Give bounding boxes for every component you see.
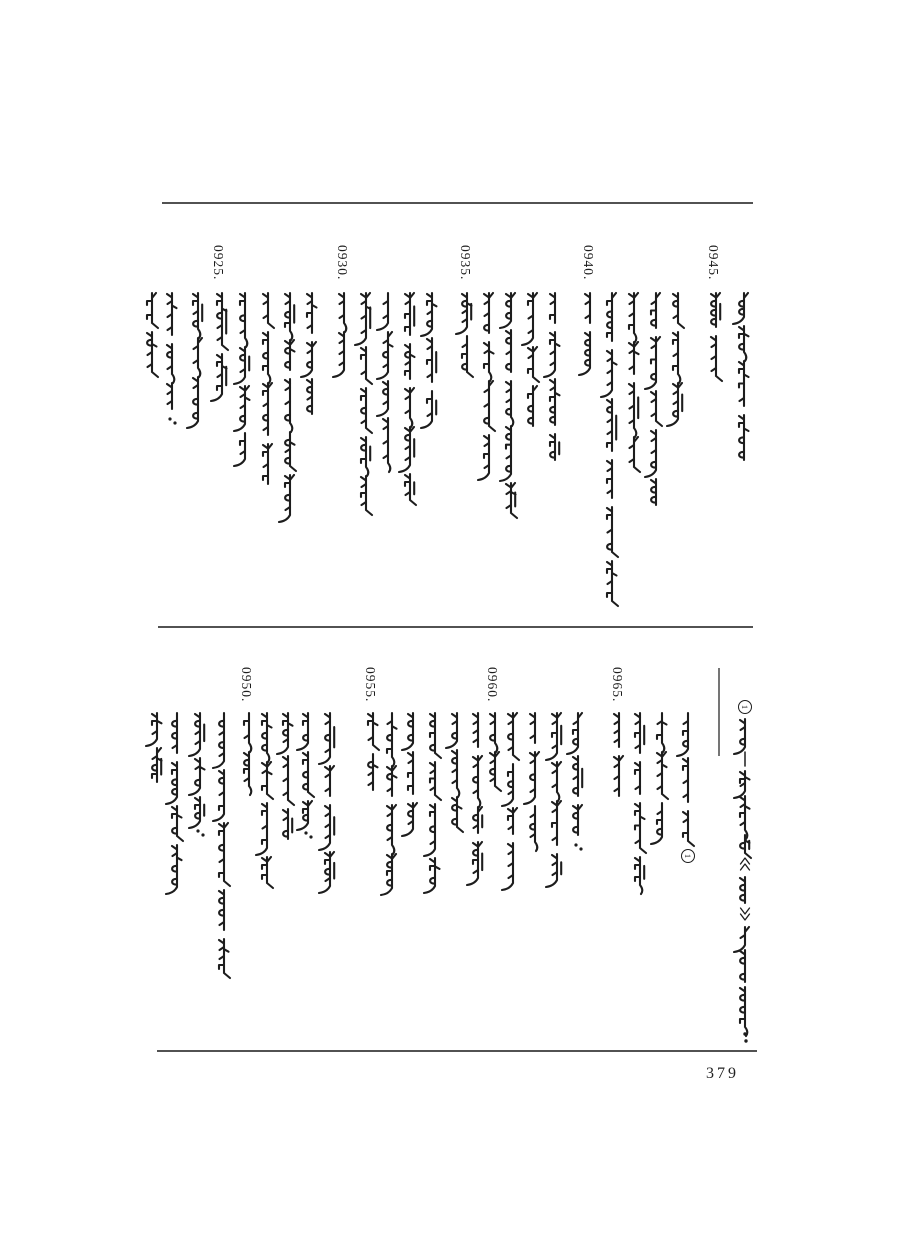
mongol-word-glyph: [630, 437, 641, 472]
mongol-word-glyph: [263, 383, 272, 435]
mongol-word-glyph: [629, 342, 639, 374]
mongol-word-glyph: [430, 762, 441, 800]
mongol-word-glyph: [361, 388, 372, 433]
footnote-ref-marker: 1: [681, 849, 695, 863]
mongol-word-glyph: [544, 332, 560, 377]
mongol-word-glyph: [240, 293, 247, 347]
mongol-word-glyph: [607, 561, 618, 606]
mongol-word-glyph: [405, 474, 416, 505]
mongol-word-glyph: [629, 383, 638, 437]
mongol-word-glyph: [303, 752, 314, 797]
mongol-word-glyph: [683, 758, 688, 802]
mongol-word-glyph: [234, 433, 245, 466]
mongol-word-glyph: [651, 293, 660, 328]
mongol-word-glyph: [607, 399, 616, 451]
quote-open-punct: [741, 864, 750, 870]
punct-dot: [743, 1032, 746, 1035]
mongol-word-glyph: [279, 475, 294, 522]
mongol-word-glyph: [490, 752, 501, 791]
mongol-word-glyph: [381, 854, 396, 895]
quote-close-punct: [741, 914, 750, 920]
mongol-word-glyph: [189, 797, 204, 828]
mongol-word-glyph: [285, 432, 296, 471]
mongol-word-glyph: [213, 770, 224, 821]
mongol-word-glyph: [283, 809, 292, 839]
mongol-word-glyph: [500, 293, 515, 328]
mongol-word-glyph: [262, 762, 273, 799]
entry-number: 0955.: [363, 667, 378, 703]
punct-dot: [309, 835, 312, 838]
mongol-word-glyph: [319, 852, 334, 893]
punct-dot: [304, 831, 307, 834]
quote-open-punct: [741, 858, 750, 864]
mongol-word-glyph: [484, 342, 494, 381]
mongol-word-glyph: [333, 332, 344, 377]
mongol-word-glyph: [740, 950, 745, 982]
entry-number: 0965.: [610, 667, 625, 703]
mongol-word-glyph: [657, 752, 668, 799]
mongol-word-glyph: [585, 293, 590, 323]
mongol-word-glyph: [657, 713, 667, 752]
footnote-ref-marker: 1: [738, 700, 752, 714]
mongol-word-glyph: [446, 713, 457, 748]
mongol-word-glyph: [550, 379, 560, 425]
punct-dot: [196, 829, 199, 832]
mongol-word-glyph: [733, 293, 748, 324]
entry-number: 0960.: [485, 667, 500, 703]
mongol-word-glyph: [405, 293, 414, 335]
mongol-word-glyph: [528, 347, 539, 382]
mongol-word-glyph: [263, 332, 270, 383]
mongol-word-glyph: [387, 766, 397, 796]
mongol-word-glyph: [172, 713, 177, 753]
mongol-word-glyph: [277, 713, 293, 754]
mongol-word-glyph: [552, 762, 561, 801]
mongol-word-glyph: [473, 756, 482, 807]
punct-dot: [579, 847, 582, 850]
mongol-word-glyph: [368, 754, 377, 790]
mongol-word-glyph: [147, 332, 158, 377]
mongol-word-glyph: [234, 347, 249, 384]
mongol-word-glyph: [307, 293, 317, 333]
punct-dot: [168, 417, 171, 420]
mongol-word-glyph: [607, 507, 618, 557]
mongol-word-glyph: [502, 843, 513, 890]
mongol-word-glyph: [506, 330, 511, 372]
mongol-word-glyph: [607, 293, 616, 341]
mongol-word-glyph: [478, 435, 489, 480]
mongol-word-glyph: [166, 762, 177, 804]
mongol-word-glyph: [452, 797, 463, 832]
mongol-word-glyph: [146, 713, 162, 746]
mongol-word-glyph: [319, 713, 334, 764]
mongol-word-glyph: [645, 337, 660, 389]
mongol-word-glyph: [361, 476, 372, 515]
entry-number: 0930.: [335, 245, 350, 281]
mongol-word-glyph: [711, 336, 722, 381]
mongol-word-glyph: [552, 801, 561, 845]
mongol-word-glyph: [172, 806, 183, 841]
mongol-word-glyph: [285, 340, 295, 370]
mongol-word-glyph: [424, 858, 440, 893]
mongol-word-glyph: [490, 713, 497, 752]
mongol-word-glyph: [673, 332, 680, 383]
mongol-word-glyph: [408, 752, 413, 794]
mongol-word-glyph: [387, 713, 397, 766]
mongol-word-glyph: [502, 764, 513, 806]
mongol-word-glyph: [361, 347, 372, 384]
mongol-word-glyph: [484, 293, 493, 333]
mongol-word-glyph: [456, 293, 472, 334]
mongol-word-glyph: [297, 801, 312, 830]
mongol-word-glyph: [234, 386, 250, 431]
mongol-word-glyph: [573, 805, 582, 835]
mongol-word-glyph: [167, 383, 172, 409]
mongol-word-glyph: [219, 823, 230, 886]
mongol-word-glyph: [285, 293, 294, 340]
mongol-word-glyph: [739, 326, 749, 361]
mongol-word-glyph: [427, 338, 436, 382]
mongol-word-glyph: [339, 293, 346, 332]
mongol-word-glyph: [546, 854, 561, 887]
punct-dot: [201, 833, 204, 836]
mongol-word-glyph: [546, 713, 561, 760]
mongol-word-glyph: [355, 293, 371, 345]
mongol-word-glyph: [740, 987, 747, 1036]
mongol-word-glyph: [651, 803, 662, 844]
quote-close-punct: [741, 908, 750, 914]
mongol-word-glyph: [421, 391, 436, 428]
mongol-word-glyph: [530, 713, 535, 743]
mongol-word-glyph: [405, 388, 414, 427]
mongol-word-glyph: [506, 381, 513, 426]
mongol-word-glyph: [473, 807, 482, 833]
mongol-word-glyph: [522, 293, 537, 345]
mongol-word-glyph: [421, 293, 437, 336]
mongol-word-glyph: [739, 415, 749, 460]
entry-number: 0950.: [239, 667, 254, 703]
mongol-word-glyph: [629, 293, 638, 342]
mongol-word-glyph: [667, 383, 682, 426]
entry-number: 0945.: [706, 245, 721, 281]
mongol-word-glyph: [739, 361, 749, 406]
mongol-word-glyph: [528, 386, 537, 426]
mongol-word-glyph: [189, 713, 204, 756]
mongol-word-glyph: [377, 293, 388, 330]
mongol-word-glyph: [508, 808, 517, 834]
mongol-word-glyph: [189, 758, 205, 795]
mongol-word-glyph: [683, 811, 694, 846]
mongol-word-glyph: [734, 927, 749, 952]
mongol-word-glyph: [387, 805, 396, 854]
mongol-word-glyph: [651, 479, 656, 505]
punct-dot: [574, 843, 577, 846]
mongol-word-glyph: [740, 835, 751, 858]
mongol-word-glyph: [734, 719, 745, 754]
mongol-word-glyph: [573, 756, 582, 796]
mongol-word-glyph: [635, 803, 646, 853]
mongol-word-glyph: [325, 766, 334, 796]
mongol-word-glyph: [524, 752, 539, 804]
mongol-word-glyph: [402, 803, 417, 836]
mongol-word-glyph: [263, 444, 272, 484]
mongol-word-glyph: [473, 713, 478, 747]
mongol-word-glyph: [579, 332, 590, 375]
mongol-word-glyph: [500, 426, 511, 481]
mongol-word-glyph: [430, 713, 441, 758]
mongol-word-glyph: [614, 756, 623, 796]
mongol-word-glyph: [530, 806, 537, 851]
mongol-word-glyph: [635, 713, 644, 753]
entry-number: 0940.: [581, 245, 596, 281]
mongol-word-glyph: [219, 890, 224, 930]
mongol-word-glyph: [399, 427, 414, 472]
mongol-word-glyph: [462, 336, 473, 377]
mongol-word-glyph: [673, 293, 684, 328]
mongol-word-glyph: [635, 762, 640, 794]
page-number: 379: [706, 1065, 739, 1082]
mongol-word-glyph: [484, 381, 495, 431]
mongol-word-glyph: [262, 857, 273, 888]
mongol-word-glyph: [740, 877, 745, 903]
punct-dot: [744, 1039, 747, 1042]
mongol-word-glyph: [217, 293, 228, 350]
mongol-word-glyph: [405, 344, 415, 379]
mongol-word-glyph: [166, 845, 182, 894]
mongol-word-glyph: [297, 713, 308, 750]
mongol-word-glyph: [607, 460, 612, 498]
mongol-word-glyph: [550, 293, 555, 323]
mongol-word-glyph: [361, 437, 370, 476]
mongol-word-glyph: [187, 377, 198, 428]
mongol-word-glyph: [319, 805, 334, 850]
entry-number: 0935.: [458, 245, 473, 281]
mongol-word-glyph: [614, 713, 619, 747]
mongol-word-glyph: [383, 418, 390, 472]
mongol-word-glyph: [740, 796, 750, 839]
mongol-word-glyph: [452, 750, 459, 797]
mongol-word-glyph: [601, 350, 617, 397]
mongol-word-glyph: [213, 713, 224, 768]
punct-dot: [173, 421, 176, 424]
mongol-word-glyph: [193, 293, 202, 338]
mongol-word-glyph: [244, 752, 251, 795]
mongol-word-glyph: [734, 771, 750, 798]
mongol-word-glyph: [301, 342, 316, 377]
mongol-word-glyph: [194, 338, 203, 377]
mongol-word-glyph: [262, 713, 272, 762]
mongol-word-glyph: [467, 842, 482, 885]
mongol-word-glyph: [285, 379, 292, 432]
mongol-word-glyph: [167, 293, 177, 335]
mongol-word-glyph: [368, 713, 379, 750]
mongol-word-glyph: [402, 713, 413, 750]
mongol-word-glyph: [152, 748, 162, 782]
mongol-word-glyph: [550, 434, 559, 460]
mongol-word-glyph: [651, 391, 662, 426]
mongol-word-glyph: [377, 381, 388, 416]
mongol-word-glyph: [711, 293, 720, 327]
mongol-word-glyph: [567, 713, 582, 754]
entry-number: 0925.: [211, 245, 226, 281]
mongol-word-glyph: [263, 293, 274, 328]
mongol-word-glyph: [167, 344, 174, 383]
mongol-word-glyph: [635, 857, 644, 894]
mongol-word-glyph: [645, 430, 656, 477]
mongol-word-glyph: [283, 756, 294, 805]
mongol-word-glyph: [508, 713, 519, 760]
mongol-word-glyph: [677, 713, 688, 756]
mongol-word-glyph: [256, 803, 267, 855]
mongol-word-glyph: [506, 483, 517, 518]
mongol-word-glyph: [377, 332, 393, 379]
mongol-word-glyph: [219, 939, 230, 978]
mongol-word-glyph: [211, 354, 227, 401]
mongol-word-glyph: [424, 804, 435, 856]
mongol-word-glyph: [244, 713, 251, 752]
mongol-word-glyph: [307, 379, 312, 414]
mongol-word-glyph: [147, 293, 158, 328]
